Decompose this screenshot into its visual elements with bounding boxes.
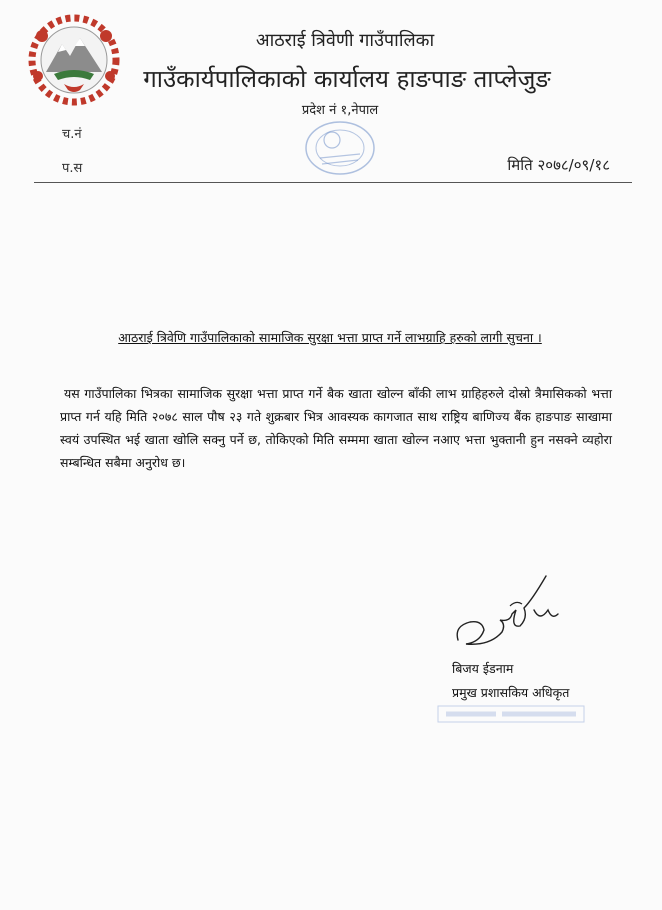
reference-pa-sa: प.स [62, 161, 83, 176]
signer-title: प्रमुख प्रशासकिय अधिकृत [452, 685, 570, 700]
letter-date: मिति २०७८/०९/१८ [507, 156, 610, 174]
office-seal-icon [300, 118, 380, 178]
handwritten-signature [450, 570, 565, 660]
office-name: गाउँकार्यपालिकाको कार्यालय हाङपाङ ताप्लेजुङ [143, 65, 551, 93]
nepal-emblem-icon [24, 14, 124, 106]
header-divider [34, 182, 632, 183]
signer-name: बिजय ईडनाम [452, 661, 514, 676]
notice-body: यस गाउँपालिका भित्रका सामाजिक सुरक्षा भत्ता प्राप्त गर्ने बैक खाता खोल्न बाँकी लाभ ग्राहिहरुले दोस्रो त्रैमासिकको भत्ता प्राप्त गर्न यहि मिति २०७८ साल पौष २३ गते शुक्रबार भित्र आवस्यक कागजात साथ राष्ट्रिय बाणिज्य बैंक हाङपाङ साखामा स्वयं उपस्थित भई खाता खोलि सक्नु पर्ने छ, तोकिएको मिति सम्ममा खाता खोल्न नआए भत्ता भुक्तानी हुन नसक्ने व्यहोरा सम्बन्धित सबैमा अनुरोध छ। [60, 386, 612, 470]
province-line: प्रदेश नं १,नेपाल [301, 103, 379, 118]
notice-subject: आठराई त्रिवेणि गाउँपालिकाको सामाजिक सुरक्षा भत्ता प्राप्त गर्ने लाभग्राहि हरुको लागी सुचना । [118, 330, 542, 345]
municipality-name: आठराई त्रिवेणी गाउँपालिका [255, 30, 435, 51]
title-stamp [436, 703, 586, 725]
reference-cha-no: च.नं [62, 127, 82, 142]
